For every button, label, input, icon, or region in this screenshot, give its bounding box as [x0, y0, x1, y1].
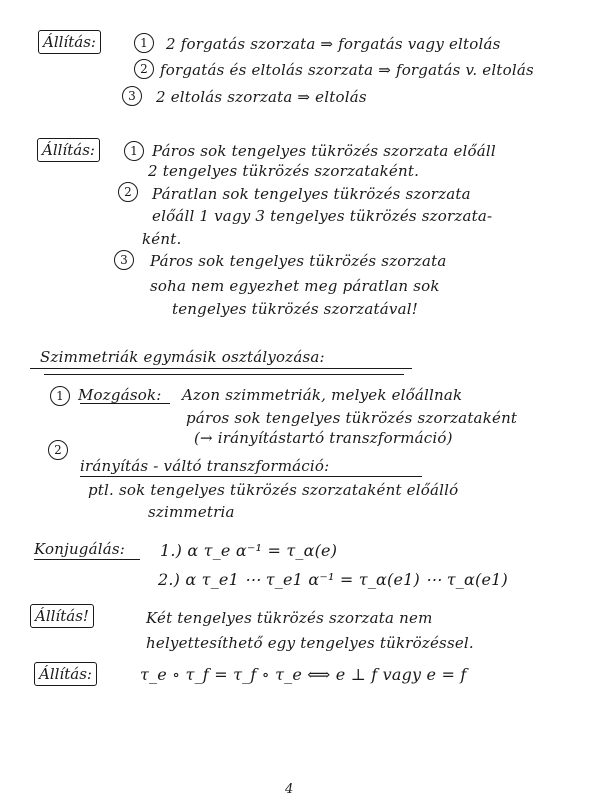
statement-5-line-1: Két tengelyes tükrözés szorzata nem	[146, 609, 433, 627]
statement-2-item-1-line-1: Páros sok tengelyes tükrözés szorzata előáll	[152, 142, 496, 160]
page-number: 4	[285, 782, 294, 797]
label-underline	[34, 559, 140, 560]
item-number: 2	[48, 440, 68, 460]
section-heading: Szimmetriák egymásik osztályozása:	[40, 348, 325, 366]
conjugation-formula-1: 1.) α τ_e α⁻¹ = τ_α(e)	[160, 541, 338, 560]
heading-underline	[30, 368, 412, 369]
heading-underline	[44, 374, 404, 375]
statement-label-5: Állítás!	[30, 604, 94, 628]
movements-line-2: páros sok tengelyes tükrözés szorzataként	[186, 409, 518, 427]
statement-2-item-3-line-3: tengelyes tükrözés szorzatával!	[172, 300, 418, 318]
title-underline	[80, 476, 422, 477]
statement-2-item-1-line-2: 2 tengelyes tükrözés szorzataként.	[148, 162, 420, 180]
movements-title: Mozgások:	[78, 386, 162, 404]
statement-1-item-2: forgatás és eltolás szorzata ⇒ forgatás v. eltolás	[160, 61, 534, 79]
statement-2-item-2-line-2: előáll 1 vagy 3 tengelyes tükrözés szorzata-	[152, 207, 493, 225]
orientation-reversing-line-2: szimmetria	[148, 503, 235, 521]
orientation-reversing-line-1: ptl. sok tengelyes tükrözés szorzataként előálló	[88, 481, 459, 499]
statement-2-item-2-line-1: Páratlan sok tengelyes tükrözés szorzata	[152, 185, 471, 203]
item-number: 2	[118, 182, 138, 202]
statement-label-1: Állítás:	[38, 30, 101, 54]
orientation-reversing-title: irányítás - váltó transzformáció:	[80, 457, 330, 475]
item-number: 1	[50, 386, 70, 406]
title-underline	[80, 403, 170, 404]
statement-label-6: Állítás:	[34, 662, 97, 686]
statement-5-line-2: helyettesíthető egy tengelyes tükrözéssel.	[146, 634, 474, 652]
conjugation-formula-2: 2.) α τ_e1 ⋯ τ_e1 α⁻¹ = τ_α(e1) ⋯ τ_α(e1)	[158, 570, 508, 589]
item-number: 3	[114, 250, 134, 270]
statement-1-item-1: 2 forgatás szorzata ⇒ forgatás vagy eltolás	[166, 35, 501, 53]
statement-2-item-2-line-3: ként.	[142, 230, 182, 248]
item-number: 3	[122, 86, 142, 106]
conjugation-label: Konjugálás:	[34, 540, 126, 558]
item-number: 2	[134, 59, 154, 79]
item-number: 1	[134, 33, 154, 53]
movements-line-3: (→ irányítástartó transzformáció)	[194, 429, 453, 447]
movements-line-1: Azon szimmetriák, melyek előállnak	[182, 386, 463, 404]
statement-2-item-3-line-1: Páros sok tengelyes tükrözés szorzata	[150, 252, 447, 270]
statement-6-formula: τ_e ∘ τ_f = τ_f ∘ τ_e ⟺ e ⊥ f vagy e = f	[140, 665, 467, 684]
statement-1-item-3: 2 eltolás szorzata ⇒ eltolás	[156, 88, 367, 106]
statement-2-item-3-line-2: soha nem egyezhet meg páratlan sok	[150, 277, 440, 295]
item-number: 1	[124, 141, 144, 161]
statement-label-2: Állítás:	[37, 138, 100, 162]
